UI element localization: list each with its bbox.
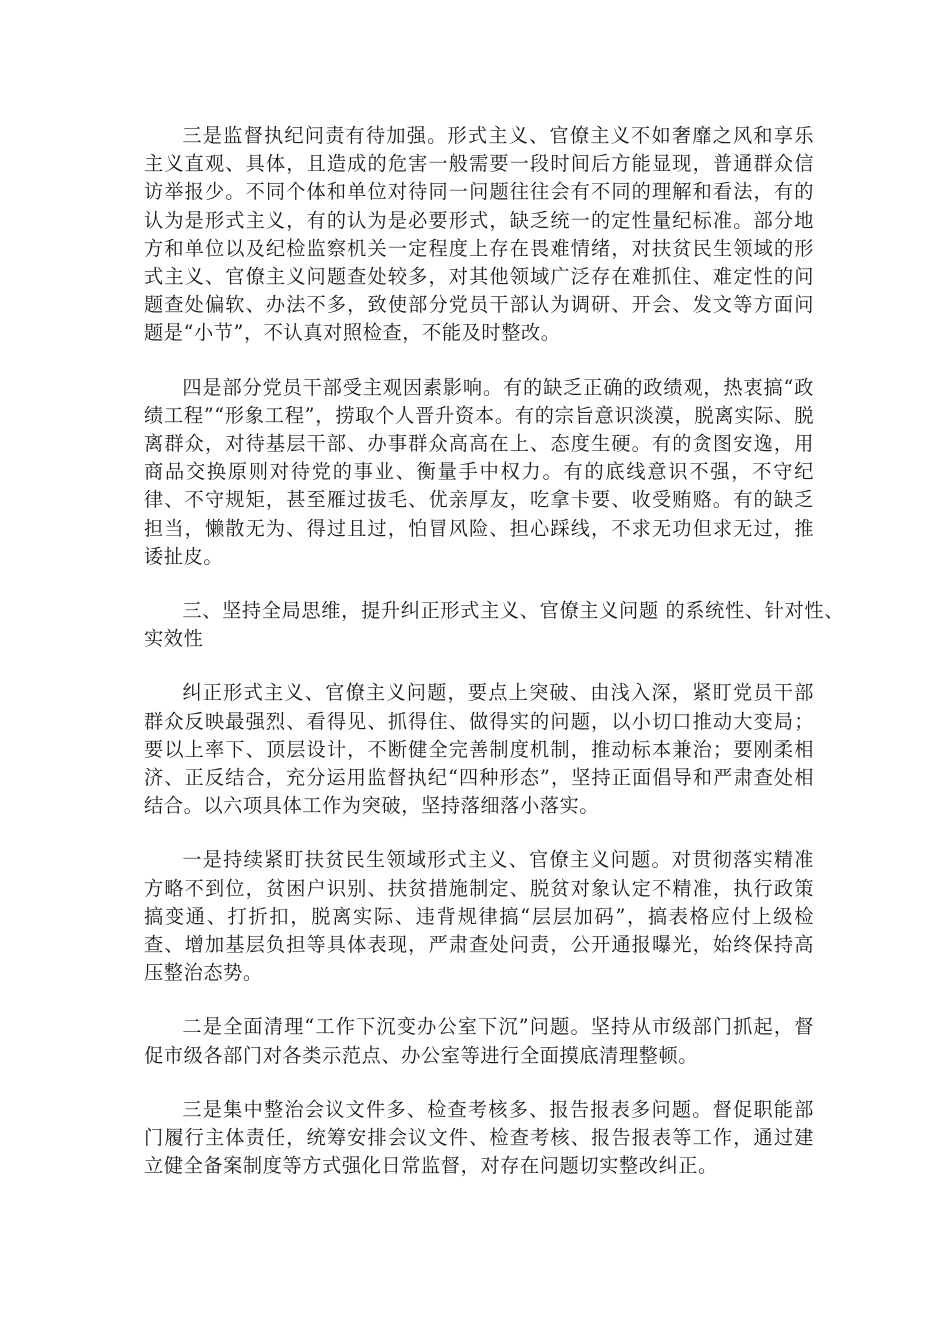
paragraph-office-cleanup: 二是全面清理“工作下沉变办公室下沉”问题。坚持从市级部门抓起，督促市级各部门对各类示范点、办公室等进行全面摸底清理整顿。 bbox=[144, 1015, 814, 1067]
paragraph-section-intro: 纠正形式主义、官僚主义问题，要点上突破、由浅入深，紧盯党员干部群众反映最强烈、看得见、抓得住、做得实的问题，以小切口推动大变局；要以上率下、顶层设计，不断健全完善制度机制，推动标本兼治；要刚柔相济、正反结合，充分运用监督执纪“四种形态”，坚持正面倡导和严肃查处相结合。以六项具体工作为突破，坚持落细落小落实。 bbox=[144, 681, 814, 818]
section-heading-three: 三、坚持全局思维，提升纠正形式主义、官僚主义问题 的系统性、针对性、实效性 bbox=[144, 599, 844, 651]
document-body bbox=[144, 122, 844, 1207]
paragraph-supervision-accountability: 三是监督执纪问责有待加强。形式主义、官僚主义不如奢靡之风和享乐主义直观、具体，且造成的危害一般需要一段时间后方能显现，普通群众信访举报少。不同个体和单位对待同一问题往往会有不同的理解和看法，有的认为是形式主义，有的认为是必要形式，缺乏统一的定性量纪标准。部分地方和单位以及纪检监察机关一定程度上存在畏难情绪，对扶贫民生领域的形式主义、官僚主义问题查处较多，对其他领域广泛存在难抓住、难定性的问题查处偏软、办法不多，致使部分党员干部认为调研、开会、发文等方面问题是“小节”，不认真对照检查，不能及时整改。 bbox=[144, 124, 814, 345]
paragraph-meetings-documents: 三是集中整治会议文件多、检查考核多、报告报表多问题。督促职能部门履行主体责任，统筹安排会议文件、检查考核、报告报表等工作，通过建立健全备案制度等方式强化日常监督，对存在问题切实整改纠正。 bbox=[144, 1097, 814, 1178]
paragraph-subjective-factors: 四是部分党员干部受主观因素影响。有的缺乏正确的政绩观，热衷搞“政绩工程”“形象工程”，捞取个人晋升资本。有的宗旨意识淡漠，脱离实际、脱离群众，对待基层干部、办事群众高高在上、态度生硬。有的贪图安逸，用商品交换原则对待党的事业、衡量手中权力。有的底线意识不强，不守纪律、不守规矩，甚至雁过拔毛、优亲厚友，吃拿卡要、收受贿赂。有的缺乏担当，懒散无为、得过且过，怕冒风险、担心踩线，不求无功但求无过，推诿扯皮。 bbox=[144, 375, 814, 568]
paragraph-poverty-alleviation: 一是持续紧盯扶贫民生领域形式主义、官僚主义问题。对贯彻落实精准方略不到位，贫困户识别、扶贫措施制定、脱贫对象认定不精准，执行政策搞变通、打折扣，脱离实际、违背规律搞“层层加码”，搞表格应付上级检查、增加基层负担等具体表现，严肃查处问责，公开通报曝光，始终保持高压整治态势。 bbox=[144, 848, 814, 985]
